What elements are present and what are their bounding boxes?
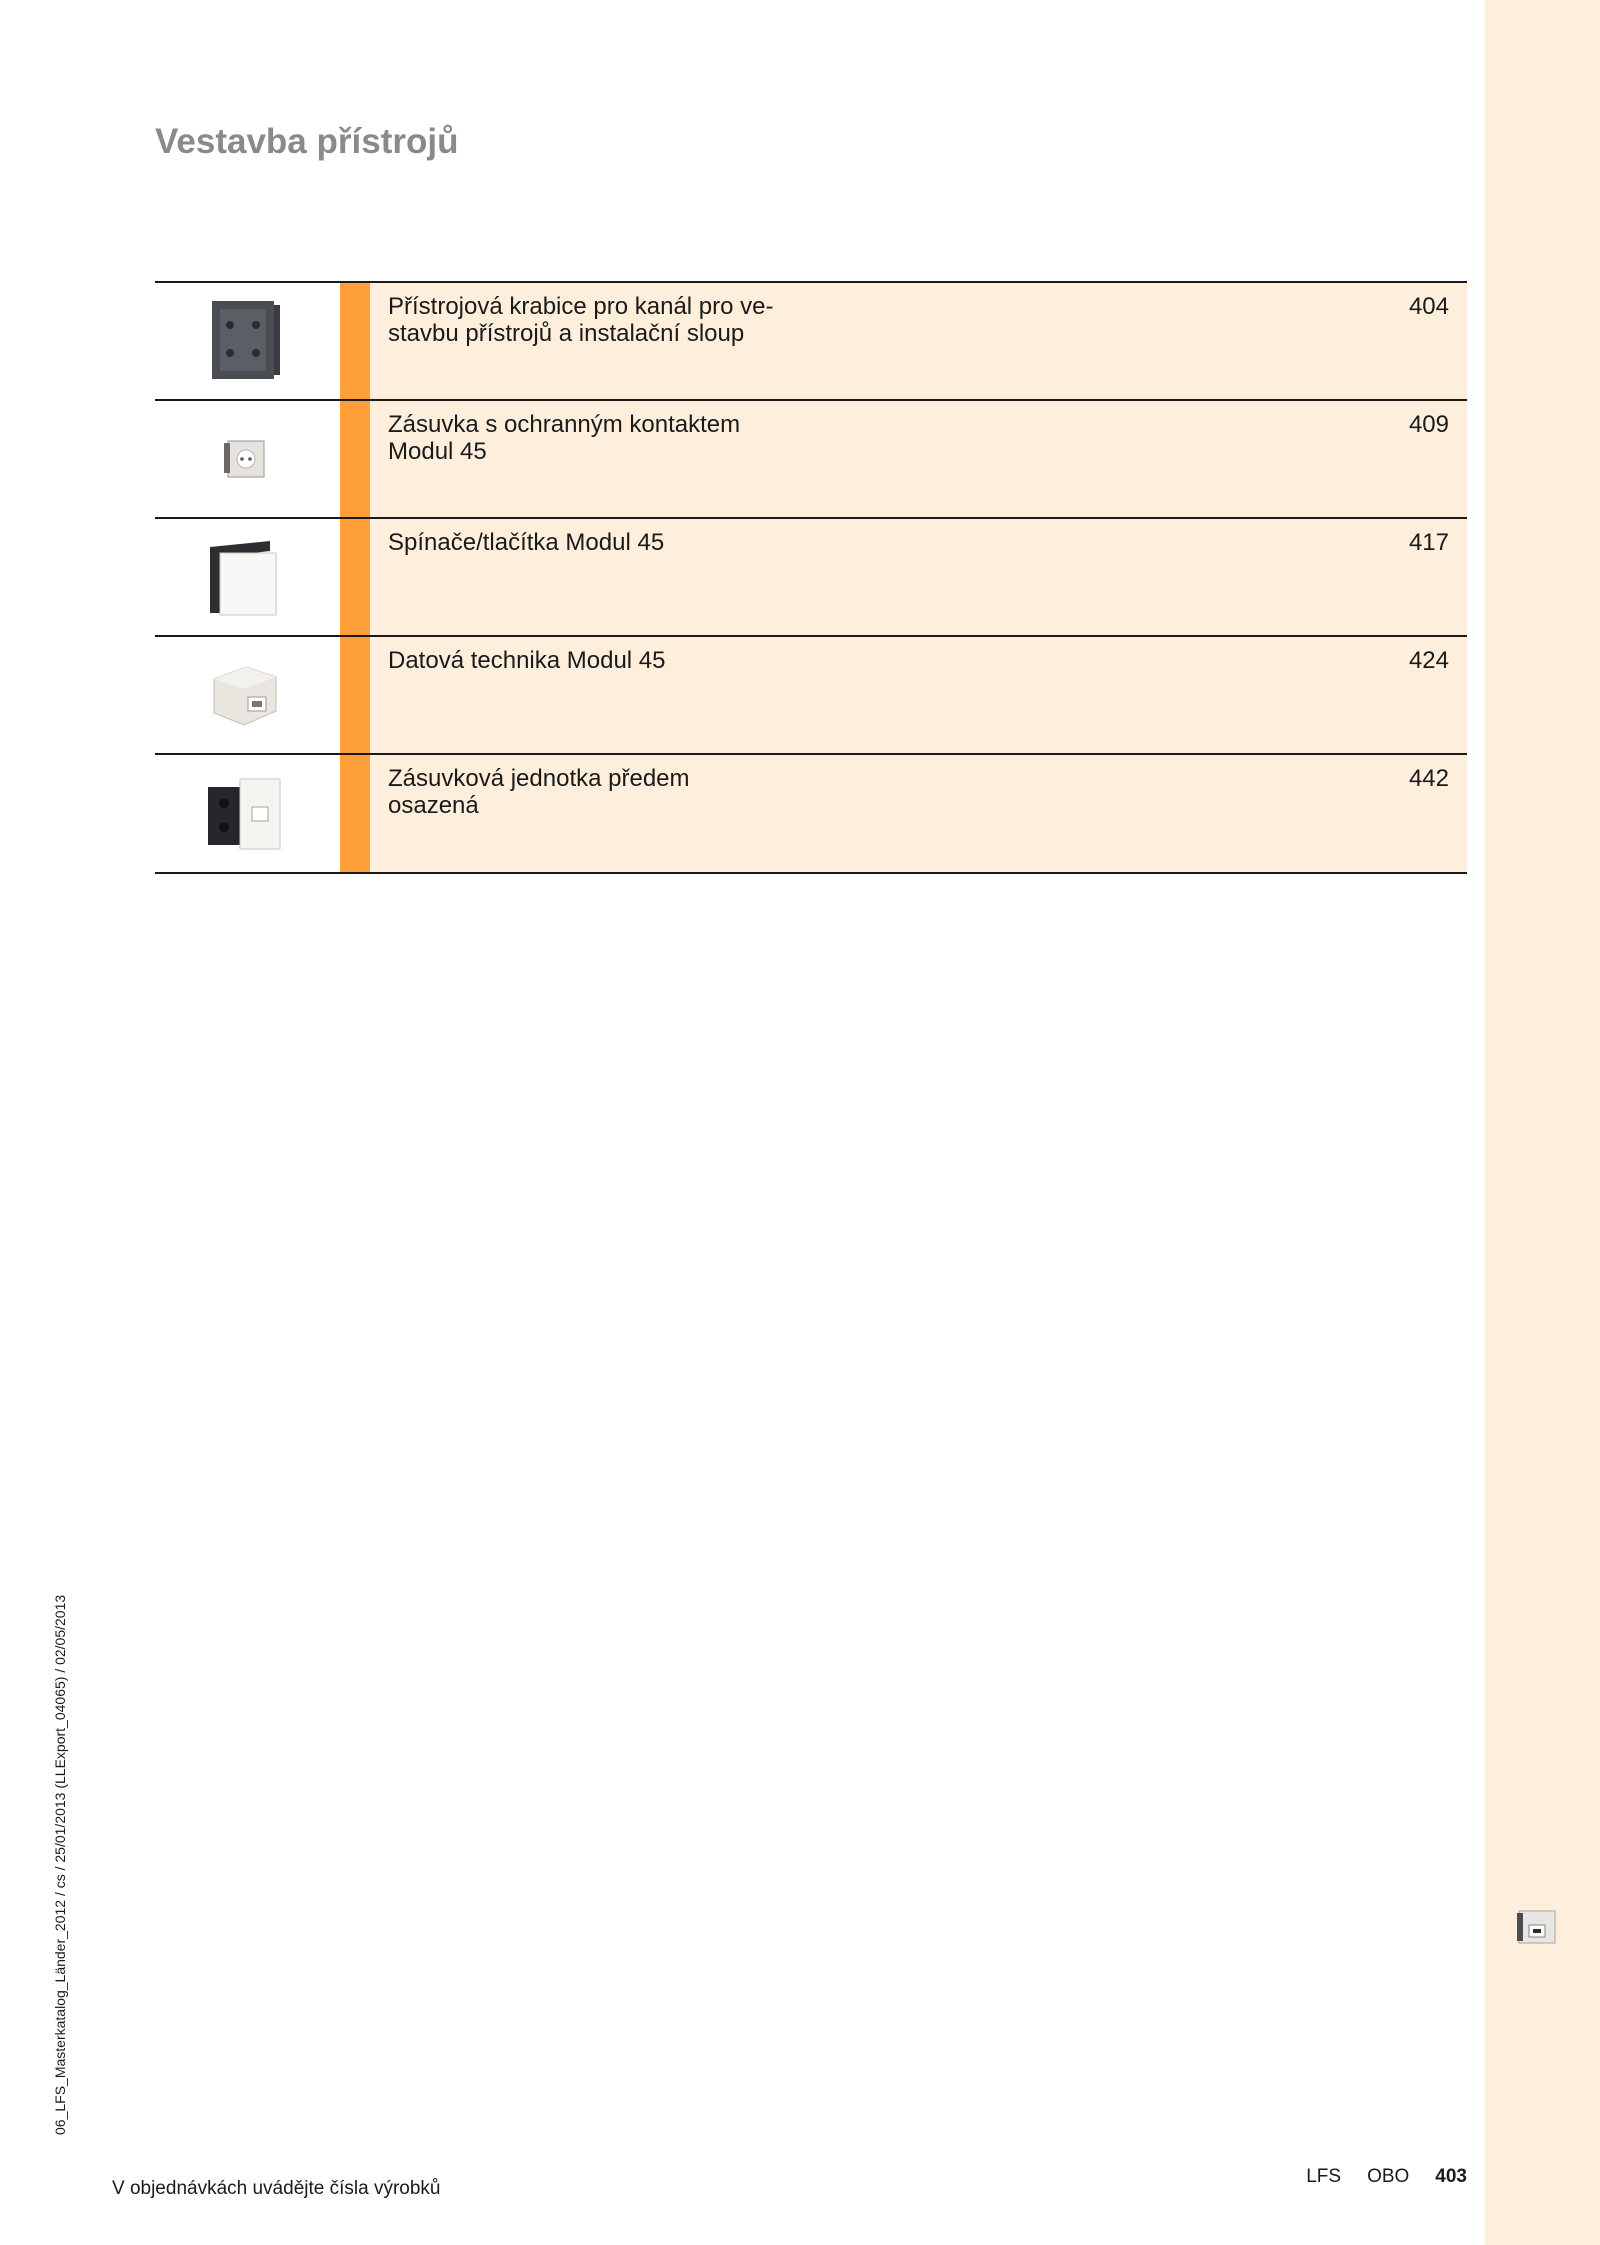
- accent-bar: [340, 637, 370, 753]
- toc-row[interactable]: [155, 635, 1467, 753]
- footer-brand-lfs: LFS: [1306, 2166, 1342, 2187]
- toc-row[interactable]: [155, 753, 1467, 874]
- toc-row[interactable]: [155, 517, 1467, 635]
- socket-thumbnail: [155, 401, 340, 517]
- toc-entry-page[interactable]: 409: [1408, 411, 1449, 438]
- footer-note: V objednávkách uvádějte čísla výrobků: [112, 2178, 441, 2199]
- toc-entry-page[interactable]: 424: [1408, 647, 1449, 674]
- toc-entry-title: Zásuvková jednotka předem osazená: [388, 765, 690, 819]
- toc-row[interactable]: [155, 399, 1467, 517]
- toc-entry: [370, 755, 1467, 872]
- data-module-thumbnail: [155, 637, 340, 753]
- table-of-contents: [155, 281, 1467, 874]
- toc-entry-page[interactable]: 442: [1408, 765, 1449, 792]
- footer-pagination: [1306, 2166, 1467, 2188]
- footer-brand-obo: OBO: [1367, 2166, 1410, 2187]
- toc-entry-page[interactable]: 404: [1408, 293, 1449, 320]
- toc-entry: [370, 283, 1467, 399]
- toc-entry-page[interactable]: 417: [1408, 529, 1449, 556]
- toc-entry-title: Zásuvka s ochranným kontaktem Modul 45: [388, 411, 741, 465]
- accent-bar: [340, 283, 370, 399]
- accent-bar: [340, 401, 370, 517]
- page-number: 403: [1435, 2166, 1467, 2187]
- socket-unit-thumbnail: [155, 755, 340, 872]
- socket-icon: [1513, 1903, 1561, 1951]
- toc-entry-title: Spínače/tlačítka Modul 45: [388, 529, 665, 556]
- accent-bar: [340, 755, 370, 872]
- catalog-reference-note: 06_LFS_Masterkatalog_Länder_2012 / cs / 25/01/2013 (LLExport_04065) / 02/05/2013: [52, 1594, 68, 2135]
- toc-entry: [370, 519, 1467, 635]
- switch-thumbnail: [155, 519, 340, 635]
- toc-entry-title: Přístrojová krabice pro kanál pro ve- stavbu přístrojů a instalační sloup: [388, 293, 774, 347]
- toc-entry-title: Datová technika Modul 45: [388, 647, 666, 674]
- toc-entry: [370, 401, 1467, 517]
- toc-entry: [370, 637, 1467, 753]
- device-box-thumbnail: [155, 283, 340, 399]
- toc-row[interactable]: [155, 281, 1467, 399]
- accent-bar: [340, 519, 370, 635]
- page-title: Vestavba přístrojů: [155, 122, 459, 161]
